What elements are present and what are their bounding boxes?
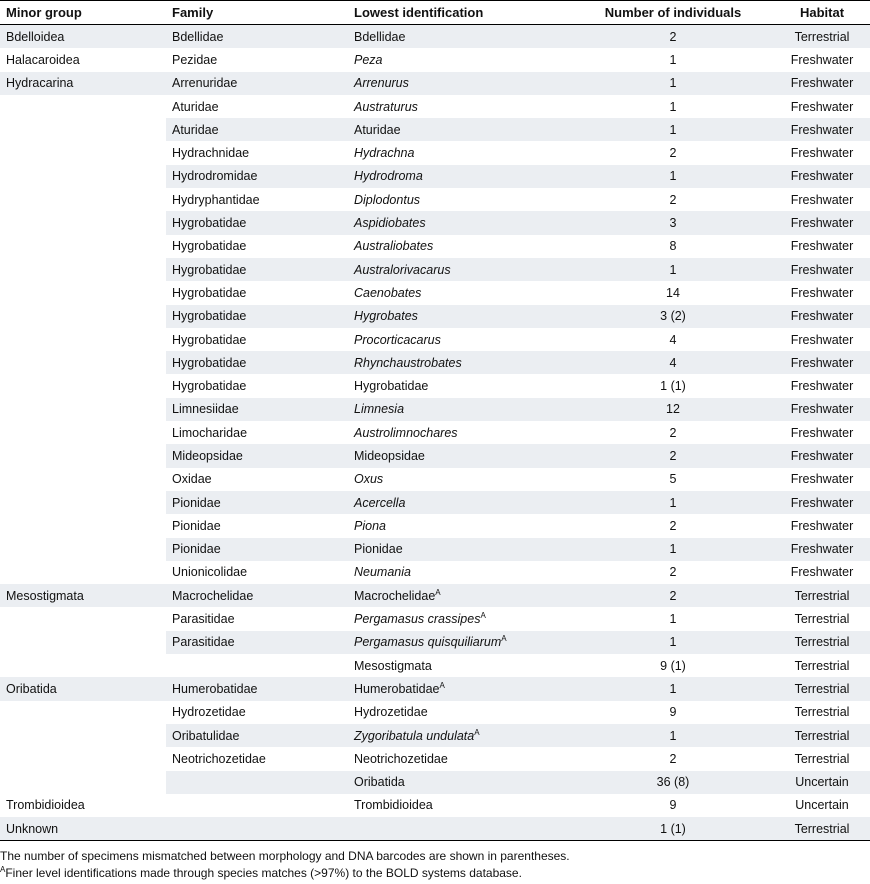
header-lowest-identification: Lowest identification (348, 1, 572, 25)
table-row (0, 538, 870, 561)
cell-lowest-identification (348, 561, 572, 584)
table-row (0, 794, 870, 817)
cell-lowest-identification (348, 724, 572, 747)
cell-family: Hygrobatidae (166, 305, 348, 328)
cell-habitat: Terrestrial (794, 658, 850, 673)
footnote-marker: A (439, 680, 445, 690)
lowest-identification-text: Austraturus (354, 99, 418, 114)
cell-number-of-individuals: 12 (572, 398, 768, 421)
cell-lowest-identification (348, 141, 572, 164)
table-row (0, 72, 870, 95)
table-row (0, 118, 870, 141)
lowest-identification-text: Humerobatidae (354, 681, 440, 696)
header-family: Family (166, 1, 348, 25)
cell-family: Pezidae (172, 52, 218, 67)
cell-minor-group (0, 514, 166, 537)
cell-family: Limnesiidae (166, 398, 348, 421)
cell-minor-group (0, 165, 166, 188)
cell-habitat: Freshwater (790, 192, 854, 207)
cell-family: Humerobatidae (166, 677, 348, 700)
cell-number-of-individuals: 5 (669, 472, 677, 487)
cell-lowest-identification (348, 72, 572, 95)
cell-family: Neotrichozetidae (172, 751, 266, 766)
table-row (0, 165, 870, 188)
footnote-marker: A (474, 727, 480, 737)
cell-number-of-individuals: 14 (666, 285, 680, 300)
cell-family: Limocharidae (172, 425, 248, 440)
lowest-identification-text: Diplodontus (354, 192, 421, 207)
cell-habitat: Freshwater (790, 332, 854, 347)
header-number-of-individuals: Number of individuals (572, 1, 768, 25)
cell-habitat: Freshwater (768, 258, 870, 281)
cell-minor-group: Halacaroidea (6, 52, 80, 67)
cell-minor-group: Hydracarina (0, 72, 166, 95)
header-habitat: Habitat (768, 1, 870, 25)
table-row (0, 677, 870, 700)
cell-minor-group (0, 305, 166, 328)
table-row (0, 281, 870, 304)
table-body (0, 25, 870, 841)
cell-habitat: Freshwater (790, 565, 854, 580)
cell-number-of-individuals: 36 (8) (572, 771, 768, 794)
lowest-identification-text: Piona (354, 518, 386, 533)
cell-lowest-identification (348, 95, 572, 118)
cell-lowest-identification (348, 607, 572, 630)
cell-habitat: Freshwater (790, 52, 854, 67)
lowest-identification-text: Oxus (354, 472, 384, 487)
cell-habitat: Freshwater (768, 491, 870, 514)
table-row (0, 141, 870, 164)
table-row (0, 561, 870, 584)
footnote-mismatch: The number of specimens mismatched between morphology and DNA barcodes are shown in parentheses. (0, 849, 570, 864)
cell-minor-group (0, 328, 166, 351)
lowest-identification-text: Australiobates (354, 239, 434, 254)
cell-number-of-individuals: 4 (572, 351, 768, 374)
table-row (0, 771, 870, 794)
cell-habitat: Freshwater (768, 211, 870, 234)
cell-family: Hygrobatidae (166, 351, 348, 374)
cell-number-of-individuals: 1 (572, 118, 768, 141)
cell-habitat: Terrestrial (794, 705, 850, 720)
lowest-identification-text: Procorticacarus (354, 332, 441, 347)
cell-habitat: Freshwater (768, 351, 870, 374)
cell-lowest-identification (348, 48, 572, 71)
lowest-identification-text: Pergamasus quisquiliarum (354, 635, 502, 650)
cell-minor-group (0, 631, 166, 654)
cell-habitat: Terrestrial (794, 751, 850, 766)
cell-habitat: Freshwater (768, 165, 870, 188)
cell-number-of-individuals: 3 (2) (572, 305, 768, 328)
lowest-identification-text: Oribatida (354, 775, 405, 790)
table-row (0, 607, 870, 630)
cell-number-of-individuals: 2 (669, 146, 677, 161)
cell-family: Hygrobatidae (172, 285, 247, 300)
cell-minor-group (0, 724, 166, 747)
cell-minor-group (0, 491, 166, 514)
cell-lowest-identification (348, 188, 572, 211)
cell-minor-group (0, 211, 166, 234)
table-row (0, 305, 870, 328)
cell-lowest-identification (348, 677, 572, 700)
cell-habitat: Uncertain (795, 798, 849, 813)
cell-number-of-individuals: 9 (669, 705, 677, 720)
footnote-marker: A (0, 865, 6, 875)
cell-minor-group (0, 444, 166, 467)
lowest-identification-text: Hydrozetidae (354, 705, 428, 720)
table-row (0, 747, 870, 770)
cell-lowest-identification (348, 235, 572, 258)
cell-habitat: Freshwater (790, 379, 854, 394)
cell-number-of-individuals: 1 (572, 491, 768, 514)
cell-family: Bdellidae (166, 25, 348, 49)
cell-family: Pionidae (172, 518, 221, 533)
lowest-identification-text: Rhynchaustrobates (354, 355, 462, 370)
footnote-bold-matches (0, 865, 870, 882)
cell-family: Hygrobatidae (166, 258, 348, 281)
table-row (0, 188, 870, 211)
cell-habitat: Terrestrial (768, 584, 870, 607)
lowest-identification-text: Neotrichozetidae (354, 751, 448, 766)
table-row (0, 817, 870, 841)
lowest-identification-text: Macrochelidae (354, 588, 436, 603)
cell-lowest-identification (348, 771, 572, 794)
table-row (0, 421, 870, 444)
cell-minor-group (0, 398, 166, 421)
cell-minor-group (0, 95, 166, 118)
table-row (0, 258, 870, 281)
cell-family: Hygrobatidae (172, 379, 247, 394)
cell-family: Parasitidae (166, 631, 348, 654)
cell-family: Mideopsidae (166, 444, 348, 467)
cell-family: Hydrachnidae (172, 146, 250, 161)
header-row (0, 1, 870, 25)
lowest-identification-text: Bdellidae (354, 29, 406, 44)
cell-minor-group (0, 538, 166, 561)
lowest-identification-text: Hydrachna (354, 146, 415, 161)
lowest-identification-text: Mideopsidae (354, 448, 425, 463)
table-row (0, 701, 870, 724)
cell-habitat: Freshwater (768, 398, 870, 421)
table-row (0, 514, 870, 537)
cell-habitat: Freshwater (790, 239, 854, 254)
lowest-identification-text: Aturidae (354, 122, 401, 137)
cell-number-of-individuals: 2 (572, 444, 768, 467)
cell-lowest-identification (348, 421, 572, 444)
cell-family: Unionicolidae (172, 565, 248, 580)
cell-habitat: Terrestrial (768, 817, 870, 841)
table-footnotes (0, 841, 870, 882)
cell-family: Parasitidae (172, 612, 235, 627)
cell-family: Hygrobatidae (166, 211, 348, 234)
cell-lowest-identification (348, 584, 572, 607)
cell-minor-group (0, 374, 166, 397)
cell-habitat: Freshwater (790, 425, 854, 440)
cell-number-of-individuals: 2 (572, 584, 768, 607)
cell-number-of-individuals: 1 (669, 52, 677, 67)
cell-minor-group: Unknown (0, 817, 166, 841)
cell-habitat: Terrestrial (768, 25, 870, 49)
lowest-identification-text: Acercella (354, 495, 406, 510)
cell-lowest-identification (348, 491, 572, 514)
cell-minor-group (0, 258, 166, 281)
cell-number-of-individuals: 1 (669, 99, 677, 114)
cell-number-of-individuals: 1 (572, 258, 768, 281)
cell-habitat: Freshwater (790, 285, 854, 300)
table-row (0, 584, 870, 607)
lowest-identification-text: Peza (354, 52, 383, 67)
cell-minor-group (0, 701, 166, 724)
cell-habitat: Terrestrial (768, 724, 870, 747)
lowest-identification-text: Zygoribatula undulata (354, 728, 475, 743)
cell-family: Oxidae (172, 472, 212, 487)
footnote-marker: A (480, 611, 486, 621)
cell-minor-group: Bdelloidea (0, 25, 166, 49)
cell-minor-group: Trombidioidea (6, 798, 85, 813)
table-row (0, 25, 870, 49)
cell-minor-group (0, 118, 166, 141)
table-row (0, 724, 870, 747)
cell-habitat: Freshwater (790, 518, 854, 533)
cell-number-of-individuals: 2 (669, 565, 677, 580)
cell-family (166, 771, 348, 794)
cell-minor-group (0, 421, 166, 444)
cell-habitat: Freshwater (768, 305, 870, 328)
cell-number-of-individuals: 2 (669, 192, 677, 207)
cell-number-of-individuals: 2 (669, 751, 677, 766)
cell-family: Hydrodromidae (166, 165, 348, 188)
cell-lowest-identification (348, 701, 572, 724)
table-row (0, 235, 870, 258)
table-row (0, 48, 870, 71)
cell-lowest-identification (348, 305, 572, 328)
table-row (0, 95, 870, 118)
cell-number-of-individuals: 1 (1) (660, 379, 686, 394)
cell-habitat: Freshwater (790, 472, 854, 487)
cell-number-of-individuals: 1 (1) (572, 817, 768, 841)
cell-lowest-identification (348, 794, 572, 817)
cell-minor-group (0, 281, 166, 304)
cell-habitat: Freshwater (768, 538, 870, 561)
cell-family: Arrenuridae (166, 72, 348, 95)
cell-family: Hydrozetidae (172, 705, 246, 720)
table-row (0, 351, 870, 374)
cell-family: Hygrobatidae (172, 239, 247, 254)
cell-lowest-identification (348, 817, 572, 841)
cell-family: Aturidae (172, 99, 219, 114)
table-row (0, 468, 870, 491)
cell-family: Hydryphantidae (172, 192, 260, 207)
lowest-identification-text: Austrolimnochares (354, 425, 458, 440)
lowest-identification-text: Hydrodroma (354, 169, 423, 184)
cell-lowest-identification (348, 631, 572, 654)
cell-number-of-individuals: 2 (669, 425, 677, 440)
lowest-identification-text: Caenobates (354, 285, 422, 300)
cell-minor-group (0, 747, 166, 770)
cell-minor-group (0, 561, 166, 584)
table-row (0, 328, 870, 351)
cell-minor-group: Oribatida (0, 677, 166, 700)
cell-lowest-identification (348, 328, 572, 351)
cell-family: Hygrobatidae (172, 332, 247, 347)
cell-number-of-individuals: 1 (572, 165, 768, 188)
footnote-marker: A (435, 587, 441, 597)
cell-number-of-individuals: 1 (572, 631, 768, 654)
cell-family: Macrochelidae (166, 584, 348, 607)
cell-family: Aturidae (166, 118, 348, 141)
cell-habitat: Freshwater (790, 99, 854, 114)
table-row (0, 374, 870, 397)
cell-number-of-individuals: 1 (572, 72, 768, 95)
cell-minor-group (0, 771, 166, 794)
cell-lowest-identification (348, 281, 572, 304)
cell-lowest-identification (348, 374, 572, 397)
cell-lowest-identification (348, 211, 572, 234)
cell-number-of-individuals: 8 (669, 239, 677, 254)
cell-lowest-identification (348, 165, 572, 188)
cell-family: Oribatulidae (166, 724, 348, 747)
cell-lowest-identification (348, 398, 572, 421)
cell-minor-group: Mesostigmata (0, 584, 166, 607)
cell-lowest-identification (348, 444, 572, 467)
cell-habitat: Terrestrial (768, 677, 870, 700)
cell-minor-group (0, 141, 166, 164)
cell-lowest-identification (348, 468, 572, 491)
table-row (0, 491, 870, 514)
cell-number-of-individuals: 4 (669, 332, 677, 347)
cell-minor-group (0, 654, 166, 677)
table-row (0, 211, 870, 234)
cell-habitat: Freshwater (768, 444, 870, 467)
header-minor-group: Minor group (0, 1, 166, 25)
cell-number-of-individuals: 1 (572, 538, 768, 561)
cell-number-of-individuals: 9 (669, 798, 677, 813)
cell-habitat: Freshwater (768, 72, 870, 95)
cell-minor-group (0, 351, 166, 374)
cell-family (166, 817, 348, 841)
table-row (0, 654, 870, 677)
lowest-identification-text: Arrenurus (354, 76, 409, 91)
lowest-identification-text: Aspidiobates (354, 216, 426, 231)
cell-habitat: Terrestrial (768, 631, 870, 654)
lowest-identification-text: Hygrobatidae (354, 379, 429, 394)
lowest-identification-text: Trombidioidea (354, 798, 433, 813)
cell-number-of-individuals: 1 (669, 612, 677, 627)
cell-number-of-individuals: 1 (572, 677, 768, 700)
cell-habitat: Terrestrial (794, 612, 850, 627)
cell-number-of-individuals: 2 (572, 25, 768, 49)
cell-lowest-identification (348, 514, 572, 537)
cell-minor-group (0, 468, 166, 491)
cell-lowest-identification (348, 654, 572, 677)
cell-minor-group (0, 607, 166, 630)
footnote-bold-text: Finer level identifications made through species matches (>97%) to the BOLD systems database. (5, 866, 522, 881)
cell-lowest-identification (348, 258, 572, 281)
table-row (0, 444, 870, 467)
cell-family (166, 654, 348, 677)
lowest-identification-text: Pionidae (354, 542, 403, 557)
table-row (0, 398, 870, 421)
cell-habitat: Freshwater (790, 146, 854, 161)
lowest-identification-text: Neumania (354, 565, 411, 580)
cell-family: Pionidae (166, 491, 348, 514)
cell-lowest-identification (348, 538, 572, 561)
cell-lowest-identification (348, 25, 572, 49)
cell-family (166, 794, 348, 817)
table-row (0, 631, 870, 654)
cell-family: Pionidae (166, 538, 348, 561)
lowest-identification-text: Pergamasus crassipes (354, 612, 481, 627)
cell-habitat: Uncertain (768, 771, 870, 794)
cell-lowest-identification (348, 747, 572, 770)
cell-minor-group (0, 235, 166, 258)
cell-number-of-individuals: 2 (669, 518, 677, 533)
cell-number-of-individuals: 9 (1) (660, 658, 686, 673)
lowest-identification-text: Limnesia (354, 402, 405, 417)
cell-minor-group (0, 188, 166, 211)
cell-lowest-identification (348, 351, 572, 374)
cell-habitat: Freshwater (768, 118, 870, 141)
cell-number-of-individuals: 3 (572, 211, 768, 234)
lowest-identification-text: Mesostigmata (354, 658, 432, 673)
cell-number-of-individuals: 1 (572, 724, 768, 747)
footnote-marker: A (501, 634, 507, 644)
lowest-identification-text: Hygrobates (354, 309, 418, 324)
cell-lowest-identification (348, 118, 572, 141)
lowest-identification-text: Australorivacarus (354, 262, 451, 277)
